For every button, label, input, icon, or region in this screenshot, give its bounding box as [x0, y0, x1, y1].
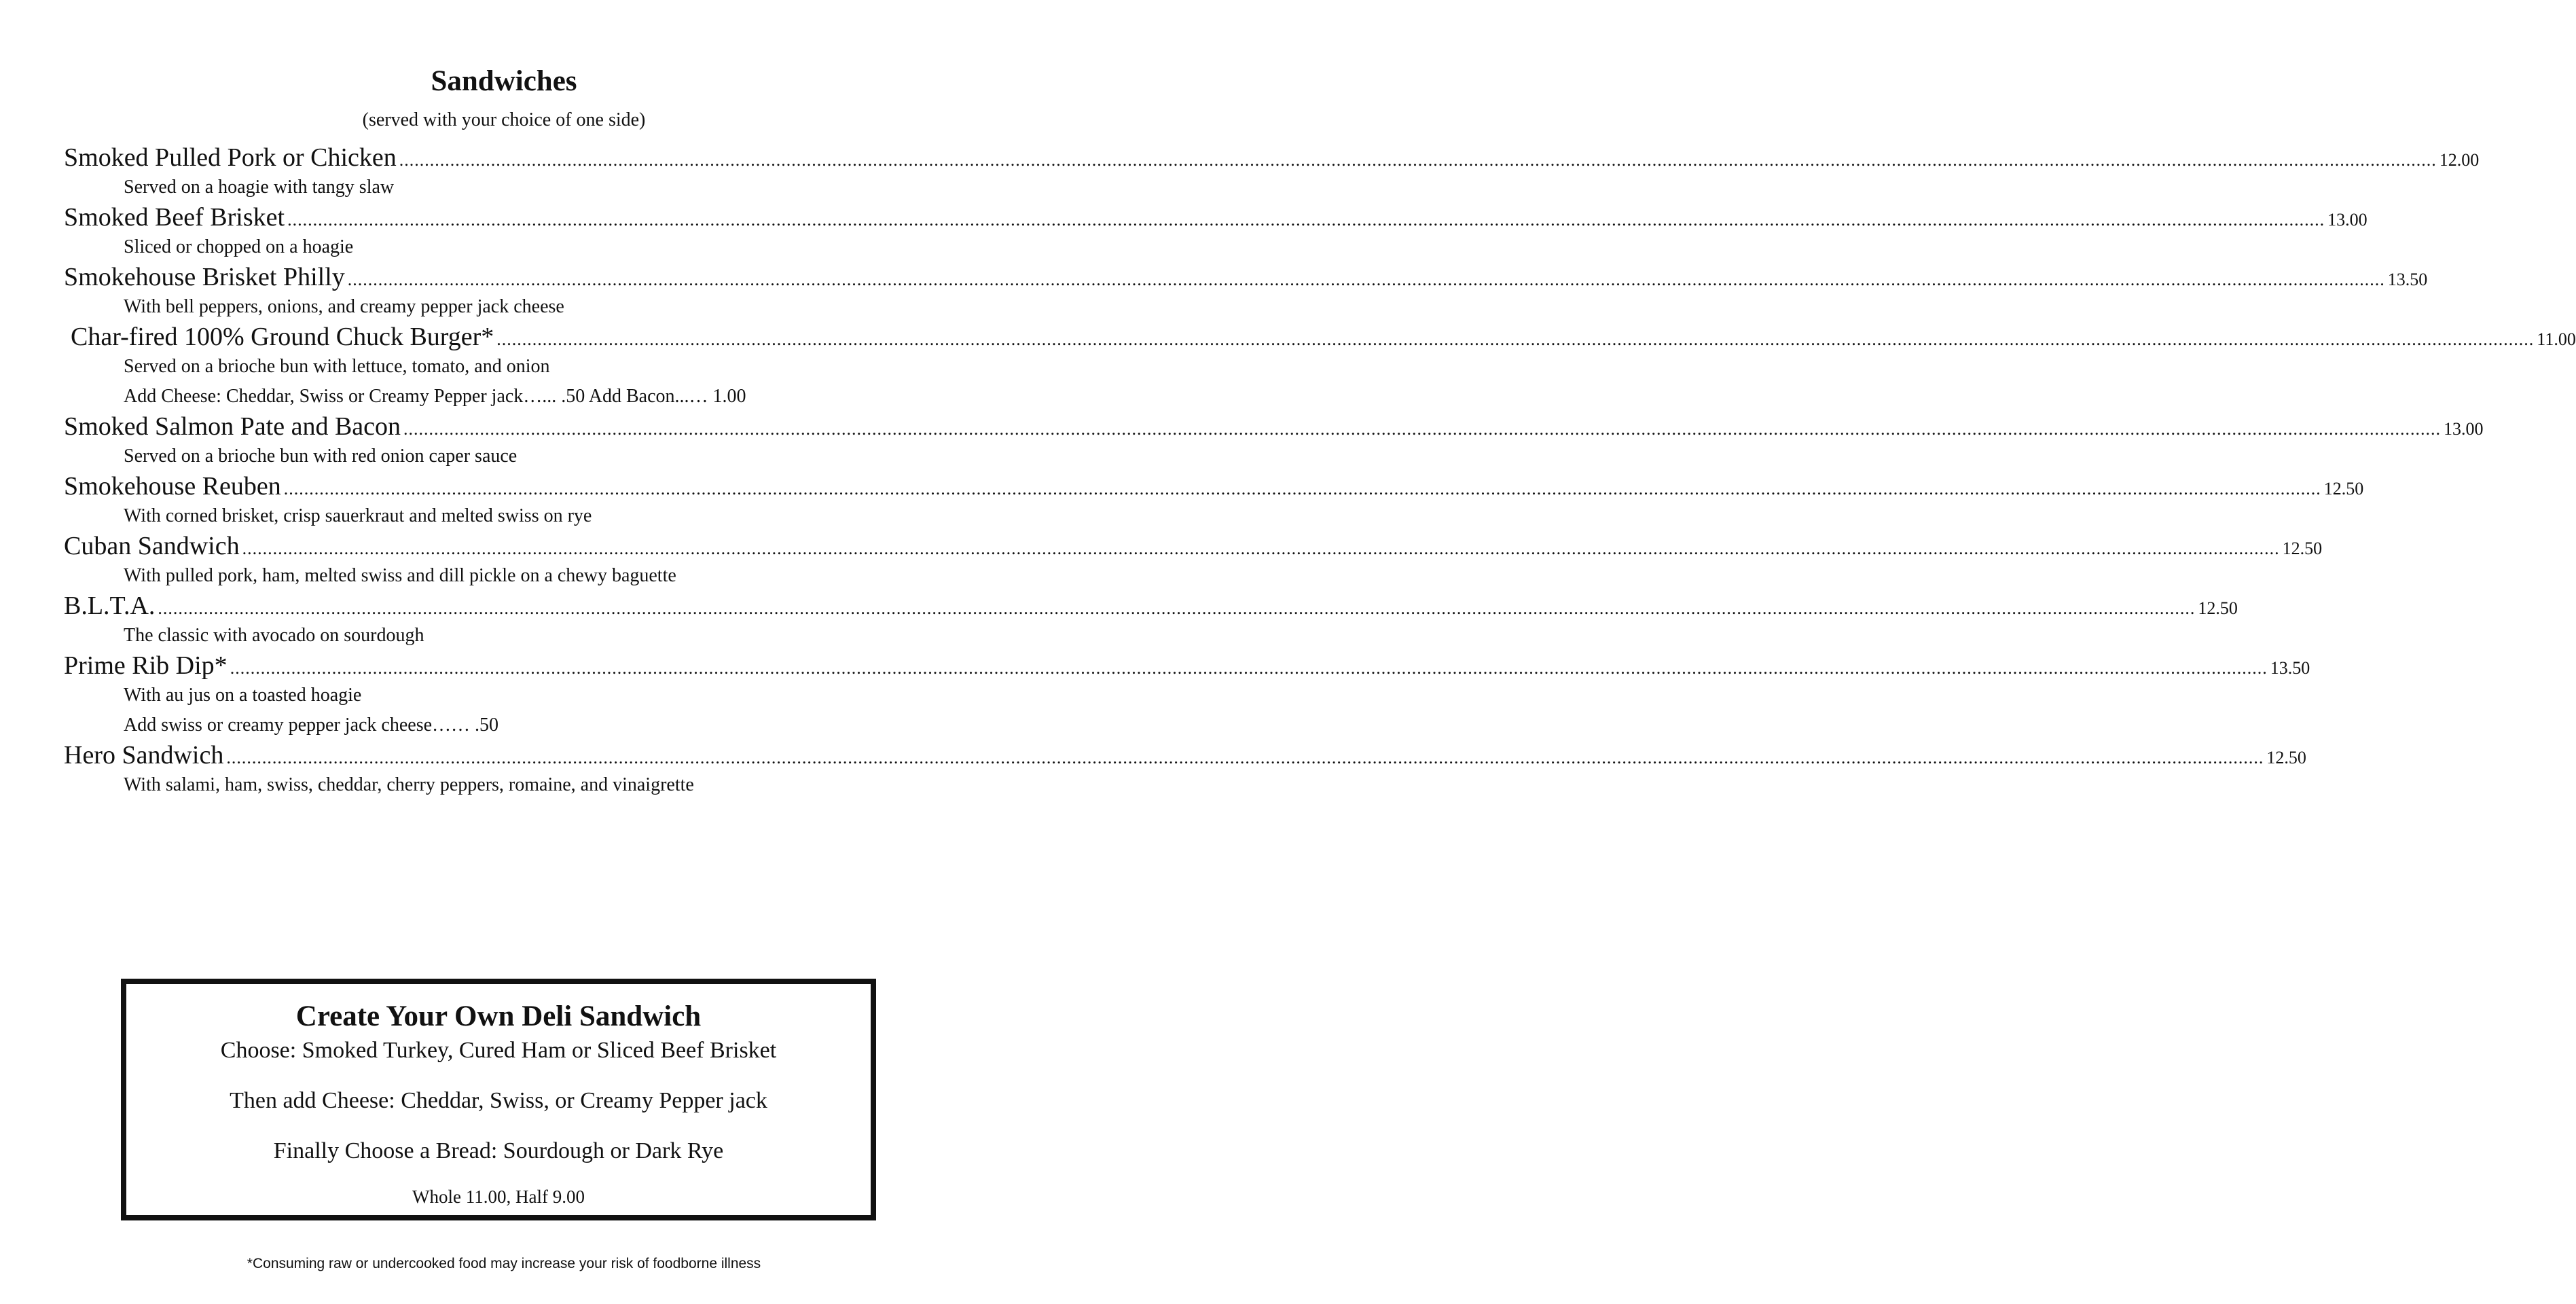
menu-item-row	[64, 412, 2484, 441]
food-safety-footnote: *Consuming raw or undercooked food may increase your risk of foodborne illness	[247, 1256, 761, 1271]
item-name: Prime Rib Dip*	[64, 651, 228, 680]
dot-leader: ................................................................................................................................................................................................................................................................................................................................................................................................................	[230, 658, 2268, 678]
deli-box-title: Create Your Own Deli Sandwich	[295, 1000, 702, 1032]
item-description: Served on a hoagie with tangy slaw	[124, 177, 395, 198]
deli-cheese-choice: Then add Cheese: Cheddar, Swiss, or Creamy Pepper jack	[230, 1088, 767, 1113]
dot-leader: ................................................................................................................................................................................................................................................................................................................................................................................................................	[496, 329, 2535, 349]
item-price: 13.00	[2444, 419, 2484, 439]
menu-item-row	[64, 651, 2310, 681]
item-name: Smoked Pulled Pork or Chicken	[64, 143, 397, 172]
deli-price: Whole 11.00, Half 9.00	[412, 1187, 585, 1207]
menu-item-row	[64, 471, 2364, 501]
item-price: 11.00	[2537, 329, 2576, 349]
page-subtitle: (served with your choice of one side)	[362, 109, 646, 130]
item-description: Served on a brioche bun with red onion caper sauce	[124, 446, 518, 467]
item-name: Smokehouse Reuben	[64, 472, 281, 501]
item-description: With pulled pork, ham, melted swiss and dill pickle on a chewy baguette	[124, 565, 676, 586]
menu-item	[64, 202, 2368, 262]
dot-leader: ................................................................................................................................................................................................................................................................................................................................................................................................................	[283, 479, 2321, 499]
item-name: Hero Sandwich	[64, 741, 224, 769]
menu-item-row	[64, 531, 2323, 561]
page-title: Sandwiches	[431, 65, 577, 97]
item-description: With au jus on a toasted hoagie	[124, 685, 362, 706]
item-description: Sliced or chopped on a hoagie	[124, 236, 354, 257]
item-description: Served on a brioche bun with lettuce, tomato, and onion	[124, 356, 550, 377]
menu-item	[64, 591, 2238, 651]
deli-meat-choice: Choose: Smoked Turkey, Cured Ham or Sliced Beef Brisket	[220, 1038, 777, 1063]
item-price: 12.50	[2282, 539, 2323, 558]
menu-item-row	[64, 202, 2368, 232]
item-name: Smoked Beef Brisket	[64, 203, 285, 232]
menu-item	[64, 471, 2364, 531]
dot-leader: ................................................................................................................................................................................................................................................................................................................................................................................................................	[226, 748, 2264, 767]
deli-bread-choice: Finally Choose a Bread: Sourdough or Dark Rye	[273, 1138, 724, 1163]
item-price: 12.50	[2198, 598, 2238, 618]
menu-item	[64, 143, 2480, 202]
dot-leader: ................................................................................................................................................................................................................................................................................................................................................................................................................	[158, 598, 2196, 618]
dot-leader: ................................................................................................................................................................................................................................................................................................................................................................................................................	[403, 419, 2442, 439]
item-price: 12.50	[2323, 479, 2364, 499]
item-name: Smokehouse Brisket Philly	[64, 263, 345, 291]
sandwich-menu	[64, 143, 2576, 800]
item-name: Cuban Sandwich	[64, 532, 240, 560]
menu-item	[64, 412, 2484, 471]
dot-leader: ................................................................................................................................................................................................................................................................................................................................................................................................................	[242, 539, 2280, 558]
dot-leader: ................................................................................................................................................................................................................................................................................................................................................................................................................	[347, 270, 2385, 289]
menu-item	[64, 651, 2310, 740]
menu-item-row	[64, 591, 2238, 621]
item-description: With bell peppers, onions, and creamy pepper jack cheese	[124, 296, 564, 317]
item-description: The classic with avocado on sourdough	[124, 625, 424, 646]
menu-item-row	[64, 322, 2576, 352]
item-name: Char-fired 100% Ground Chuck Burger*	[71, 323, 494, 351]
item-name: Smoked Salmon Pate and Bacon	[64, 412, 401, 441]
item-price: 13.00	[2327, 210, 2368, 230]
item-description: With corned brisket, crisp sauerkraut and melted swiss on rye	[124, 505, 592, 526]
item-addon-options: Add swiss or creamy pepper jack cheese…… .50	[124, 714, 499, 736]
item-name: B.L.T.A.	[64, 592, 156, 620]
item-price: 12.00	[2439, 150, 2480, 170]
item-price: 12.50	[2266, 748, 2306, 767]
menu-item-row	[64, 740, 2306, 770]
menu-item	[64, 322, 2576, 412]
item-price: 13.50	[2387, 270, 2428, 289]
item-addon-options: Add Cheese: Cheddar, Swiss or Creamy Pepper jack…... .50 Add Bacon...… 1.00	[124, 386, 746, 407]
item-price: 13.50	[2270, 658, 2310, 678]
menu-item	[64, 740, 2306, 800]
menu-item-row	[64, 262, 2428, 292]
menu-item	[64, 262, 2428, 322]
menu-item	[64, 531, 2323, 591]
item-description: With salami, ham, swiss, cheddar, cherry peppers, romaine, and vinaigrette	[124, 774, 694, 795]
dot-leader: ................................................................................................................................................................................................................................................................................................................................................................................................................	[287, 210, 2325, 230]
menu-item-row	[64, 143, 2480, 173]
create-your-own-deli-box	[121, 979, 876, 1220]
dot-leader: ................................................................................................................................................................................................................................................................................................................................................................................................................	[399, 150, 2437, 170]
